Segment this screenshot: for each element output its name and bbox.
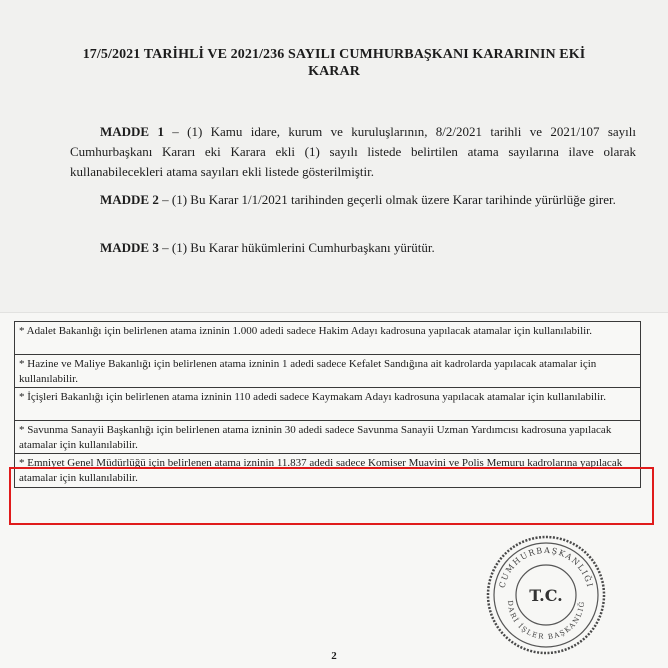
article-2 — [70, 190, 636, 210]
article-1-text: – (1) Kamu idare, kurum ve kuruluşlarının, 8/2/2021 tarihli ve 2021/107 sayılı Cumhurbaşkanı Kararı eki Karara ekli (1) sayılı listede belirtilen atama sayılarına ilave olarak kullanabilecekleri atama sayıları ekli listede gösterilmiştir. — [70, 124, 636, 179]
article-3-text: – (1) Bu Karar hükümlerini Cumhurbaşkanı yürütür. — [158, 240, 435, 255]
note-row-hazine: * Hazine ve Maliye Bakanlığı için belirlenen atama izninin 1 adedi sadece Kefalet Sandığına ait kadrolarda yapılacak atamalar için kullanılabilir. — [15, 355, 640, 388]
decree-page — [0, 0, 668, 313]
article-1-heading: MADDE 1 — [100, 124, 164, 139]
notes-table — [14, 321, 641, 488]
article-1 — [70, 122, 636, 182]
article-2-heading: MADDE 2 — [100, 192, 159, 207]
note-row-icisleri: * İçişleri Bakanlığı için belirlenen atama izninin 110 adedi sadece Kaymakam Adayı kadrosuna yapılacak atamalar için kullanılabilir. — [15, 388, 640, 421]
svg-text:CUMHURBAŞKANLIĞI: CUMHURBAŞKANLIĞI — [497, 545, 595, 589]
seal-stamp-icon — [482, 531, 610, 659]
note-row-emniyet: * Emniyet Genel Müdürlüğü için belirlenen atama izninin 11.837 adedi sadece Komiser Muavini ve Polis Memuru kadrolarına yapılacak atamalar için kullanılabilir. — [19, 457, 623, 484]
article-2-text: – (1) Bu Karar 1/1/2021 tarihinden geçerli olmak üzere Karar tarihinde yürürlüğe girer. — [158, 192, 616, 207]
note-row-savunma: * Savunma Sanayii Başkanlığı için belirlenen atama izninin 30 adedi sadece Savunma Sanayii Uzman Yardımcısı kadrosuna yapılacak atamalar için kullanılabilir. — [15, 421, 640, 454]
article-3-heading: MADDE 3 — [100, 240, 159, 255]
document-title: 17/5/2021 TARİHLİ VE 2021/236 SAYILI CUMHURBAŞKANI KARARININ EKİ — [82, 47, 586, 62]
document-subtitle: KARAR — [308, 64, 360, 79]
seal-text: T.C. — [529, 586, 563, 605]
svg-text:İDARİ İŞLER BAŞKANLIĞI: DARİ İŞLER BAŞKANLIĞ — [505, 600, 587, 642]
article-3 — [70, 238, 636, 258]
page-number: 2 — [331, 650, 337, 662]
official-seal — [482, 531, 610, 659]
note-row-adalet: * Adalet Bakanlığı için belirlenen atama izninin 1.000 adedi sadece Hakim Adayı kadrosuna yapılacak atamalar için kullanılabilir. — [15, 322, 640, 355]
